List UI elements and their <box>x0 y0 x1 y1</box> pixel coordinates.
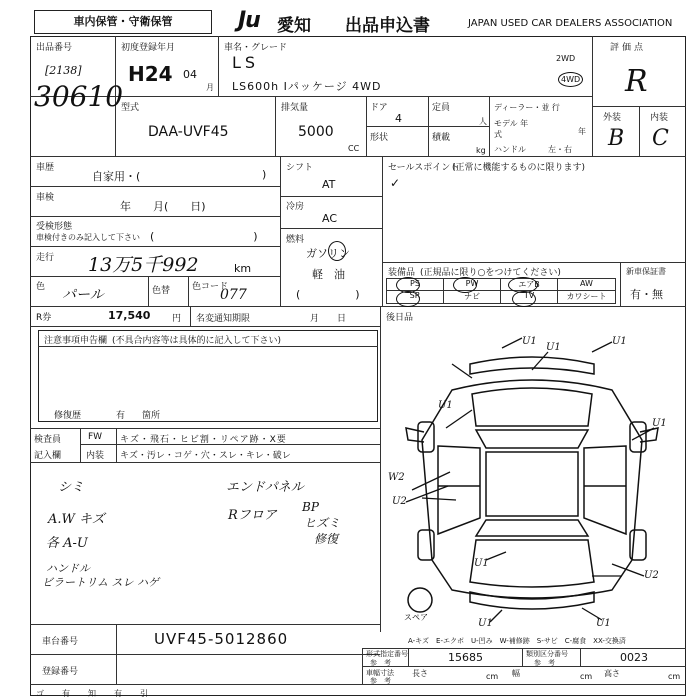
interior-check-items: キズ・汚レ・コゲ・穴・スレ・キレ・破レ <box>120 451 291 461</box>
repair-history-value: 有 <box>116 411 126 421</box>
fuel-circle <box>328 241 346 261</box>
new-car-warranty-value: 有・無 <box>630 288 663 301</box>
fuel-alt: 軽 油 <box>312 268 345 281</box>
interior-score: C <box>652 126 669 151</box>
lot-number-label: 出品番号 <box>36 43 73 53</box>
car-grade: LS600h Iパッケージ 4WD <box>232 80 382 93</box>
capacity-unit: 人 <box>479 117 487 126</box>
registration-year: H24 <box>128 62 173 86</box>
bottom-strip-item: 引 <box>140 689 148 698</box>
exterior-label: 外装 <box>603 113 622 123</box>
ju-logo: Ju <box>238 8 260 33</box>
class-ref: 参 考 <box>534 659 555 667</box>
door-label: ドア <box>370 103 388 113</box>
roof-outline <box>486 452 578 516</box>
handle-label: ハンドル <box>494 145 526 154</box>
history-close: ) <box>262 168 267 181</box>
equipment-leather-seat: カワシート <box>566 292 607 301</box>
width-unit: cm <box>580 672 593 681</box>
shape-label: 形状 <box>370 133 389 143</box>
damage-mark-7: U1 <box>474 558 489 569</box>
inspection-value: 年 月( 日) <box>120 200 206 213</box>
type-value: DAA-UVF45 <box>148 124 229 140</box>
lot-sub-number: [2138] <box>45 64 82 77</box>
fw-items: キズ・飛石・ヒビ割・リペア跡・X要 <box>120 435 287 445</box>
bottom-strip-item: 有 <box>114 689 122 698</box>
width-label: 幅 <box>512 669 520 678</box>
registration-month: 04 <box>183 68 197 81</box>
damage-mark-9: U1 <box>478 618 493 629</box>
damage-mark-10: U1 <box>596 618 611 629</box>
first-registration-label: 初度登録年月 <box>121 43 176 53</box>
recycle-fee-amount: 17,540 <box>108 309 151 322</box>
sales-point-note: (正常に機能するものに限ります) <box>452 163 586 173</box>
spare-label: スペア <box>404 613 428 622</box>
type-cert-value: 15685 <box>448 651 483 664</box>
equipment-ps: PS <box>387 279 444 291</box>
car-body-outline <box>422 380 642 598</box>
size-label: 車幅寸法 <box>366 669 394 677</box>
repair-history-note: 箇所 <box>142 411 161 421</box>
equipment-airbag: エアB <box>501 279 558 291</box>
recycle-fee-unit: 円 <box>172 314 182 324</box>
length-unit: cm <box>486 672 499 681</box>
association-name: JAPAN USED CAR DEALERS ASSOCIATION <box>468 18 673 29</box>
equipment-circle-tv <box>512 291 536 307</box>
score-value: R <box>625 64 648 99</box>
equipment-pw: PW <box>444 279 501 291</box>
handwritten-note-6: エンドパネル <box>226 480 304 495</box>
rear-bumper-outline <box>470 592 594 609</box>
color-label: 色 <box>36 282 46 292</box>
model-year-unit: 年 <box>578 127 586 136</box>
damage-mark-5: U2 <box>392 496 407 507</box>
handwritten-note-4: ハンドル <box>46 562 90 575</box>
handwritten-note-5: ビラートリム スレ ハゲ <box>42 576 159 589</box>
later-items-label: 後日品 <box>386 313 414 323</box>
inspector-label: 検査員 <box>34 435 62 445</box>
score-label: 評価点 <box>610 43 647 53</box>
equipment-aw: AW <box>558 279 615 291</box>
height-label: 高さ <box>604 669 620 678</box>
drive-2wd: 2WD <box>556 54 576 63</box>
handwritten-note-10: 修復 <box>314 532 339 546</box>
door-value: 4 <box>395 112 402 125</box>
equipment-navi: ナビ <box>444 291 501 303</box>
equipment-tv: TV <box>501 291 558 303</box>
history-value: 自家用・( <box>92 170 141 183</box>
recycle-fee-label: R券 <box>36 313 52 323</box>
name-change-label: 名変通知期限 <box>196 314 251 324</box>
damage-mark-11: U1 <box>438 400 453 411</box>
windshield-outline <box>476 430 588 448</box>
handwritten-note-7: Rフロア <box>228 508 277 523</box>
type-cert-ref: 参 考 <box>370 659 391 667</box>
displacement-label: 排気量 <box>281 103 309 113</box>
history-label: 車歴 <box>36 163 55 173</box>
color-change-label: 色替 <box>152 286 171 296</box>
damage-legend: A-キズ E-エクボ U-凹み W-補修跡 S-サビ C-腐食 XX-交換済 <box>408 637 626 645</box>
spare-wheel <box>408 588 432 612</box>
inspection-label: 車検 <box>36 193 55 203</box>
chassis-value: UVF45-5012860 <box>154 630 289 648</box>
handwritten-note-1: シミ <box>58 480 85 495</box>
handwritten-note-9: ヒズミ <box>304 516 341 530</box>
right-doors-outline <box>584 446 626 534</box>
logo-place: 愛知 <box>277 16 311 36</box>
register-number-label: 登録番号 <box>42 667 79 677</box>
capacity-label: 定員 <box>432 103 451 113</box>
acceptance-label: 受検形態 <box>36 222 73 232</box>
bottom-strip-item: 知 <box>88 689 96 698</box>
acceptance-note: 車検付きのみ記入して下さい <box>36 233 140 242</box>
wheel-fl <box>418 422 434 452</box>
handwritten-note-8: BP <box>302 500 319 514</box>
bottom-strip <box>36 688 148 699</box>
handwritten-note-2: A.W キズ <box>48 512 105 527</box>
indoor-storage-tag: 車内保管・守衛保管 <box>34 10 212 34</box>
car-model: LS <box>232 53 260 72</box>
acceptance-paren: ( ) <box>150 230 258 243</box>
damage-mark-4: U1 <box>612 336 627 347</box>
equipment-circle-sr <box>396 291 420 307</box>
repair-history-label: 修復歴 <box>54 411 82 421</box>
chassis-label: 車台番号 <box>42 637 79 647</box>
drive-4wd: 4WD <box>558 72 583 87</box>
registration-month-unit: 月 <box>206 83 214 92</box>
load-unit: kg <box>476 146 486 155</box>
sales-point-mark: ✓ <box>390 176 401 190</box>
load-label: 積載 <box>432 133 451 143</box>
hood-outline <box>472 388 592 426</box>
height-unit: cm <box>668 672 681 681</box>
interior-check-label: 内装 <box>86 451 105 461</box>
lot-number: 30610 <box>34 80 124 113</box>
model-year-label: モデル 年式 <box>494 119 529 139</box>
fuel-label: 燃料 <box>286 235 305 245</box>
color-code-label: 色コード <box>192 282 229 292</box>
type-label: 型式 <box>121 103 140 113</box>
length-label: 長さ <box>412 669 428 678</box>
exterior-score: B <box>608 126 625 151</box>
left-doors-outline <box>438 446 480 534</box>
displacement-value: 5000 <box>298 124 334 140</box>
class-value: 0023 <box>620 651 648 664</box>
inspector-label-2: 記入欄 <box>34 451 62 461</box>
bottom-strip-item: 有 <box>62 689 70 698</box>
size-ref: 参 考 <box>370 677 391 685</box>
notes-note: (不具合内容等は具体的に記入して下さい) <box>112 336 282 346</box>
damage-mark-1: U1 <box>522 336 537 347</box>
new-car-warranty-label: 新車保証書 <box>626 267 666 276</box>
car-damage-diagram <box>382 330 686 630</box>
mileage-value: 13万5千992 <box>88 254 199 276</box>
handwritten-note-3: 各 A-U <box>46 536 88 551</box>
equipment-note: (正規品に限り○をつけてください) <box>420 268 561 278</box>
damage-mark-2: U1 <box>546 342 561 353</box>
type-cert-label: 形式指定番号 <box>366 650 408 658</box>
mileage-label: 走行 <box>36 253 55 263</box>
form-title: 出品申込書 <box>345 16 430 36</box>
equipment-sr: SR <box>387 291 444 303</box>
name-change-value: 月 日 <box>310 314 347 324</box>
shift-value: AT <box>322 178 336 191</box>
front-bumper-outline <box>470 357 594 374</box>
ac-label: 冷房 <box>286 202 305 212</box>
car-name-label: 車名・グレード <box>224 43 288 53</box>
bottom-strip-item: ゴ <box>36 689 44 698</box>
equipment-circle-pw <box>453 277 477 293</box>
ac-value: AC <box>322 212 338 225</box>
color-code-value: 077 <box>220 287 247 303</box>
shift-label: シフト <box>286 163 314 173</box>
damage-mark-8: U2 <box>644 570 659 581</box>
damage-mark-3: W2 <box>388 472 405 483</box>
fw-label: FW <box>88 432 103 442</box>
interior-label: 内装 <box>650 113 669 123</box>
class-label: 類別区分番号 <box>526 650 568 658</box>
color-value: パール <box>62 287 104 303</box>
equipment-grid <box>386 278 616 304</box>
fuel-paren: ( ) <box>296 288 360 301</box>
mileage-unit: km <box>234 262 252 275</box>
dealer-label: ディーラー・並 行 <box>494 103 560 112</box>
notes-label: 注意事項申告欄 <box>44 336 108 346</box>
equipment-label: 装備品 <box>388 268 416 278</box>
displacement-unit: CC <box>348 144 360 153</box>
fuel-value: ガソリン <box>306 247 350 260</box>
sales-point-label: セールスポイント <box>388 163 460 173</box>
handle-options: 左・右 <box>548 145 572 154</box>
damage-mark-6: U1 <box>652 418 667 429</box>
rear-window-outline <box>476 520 588 536</box>
